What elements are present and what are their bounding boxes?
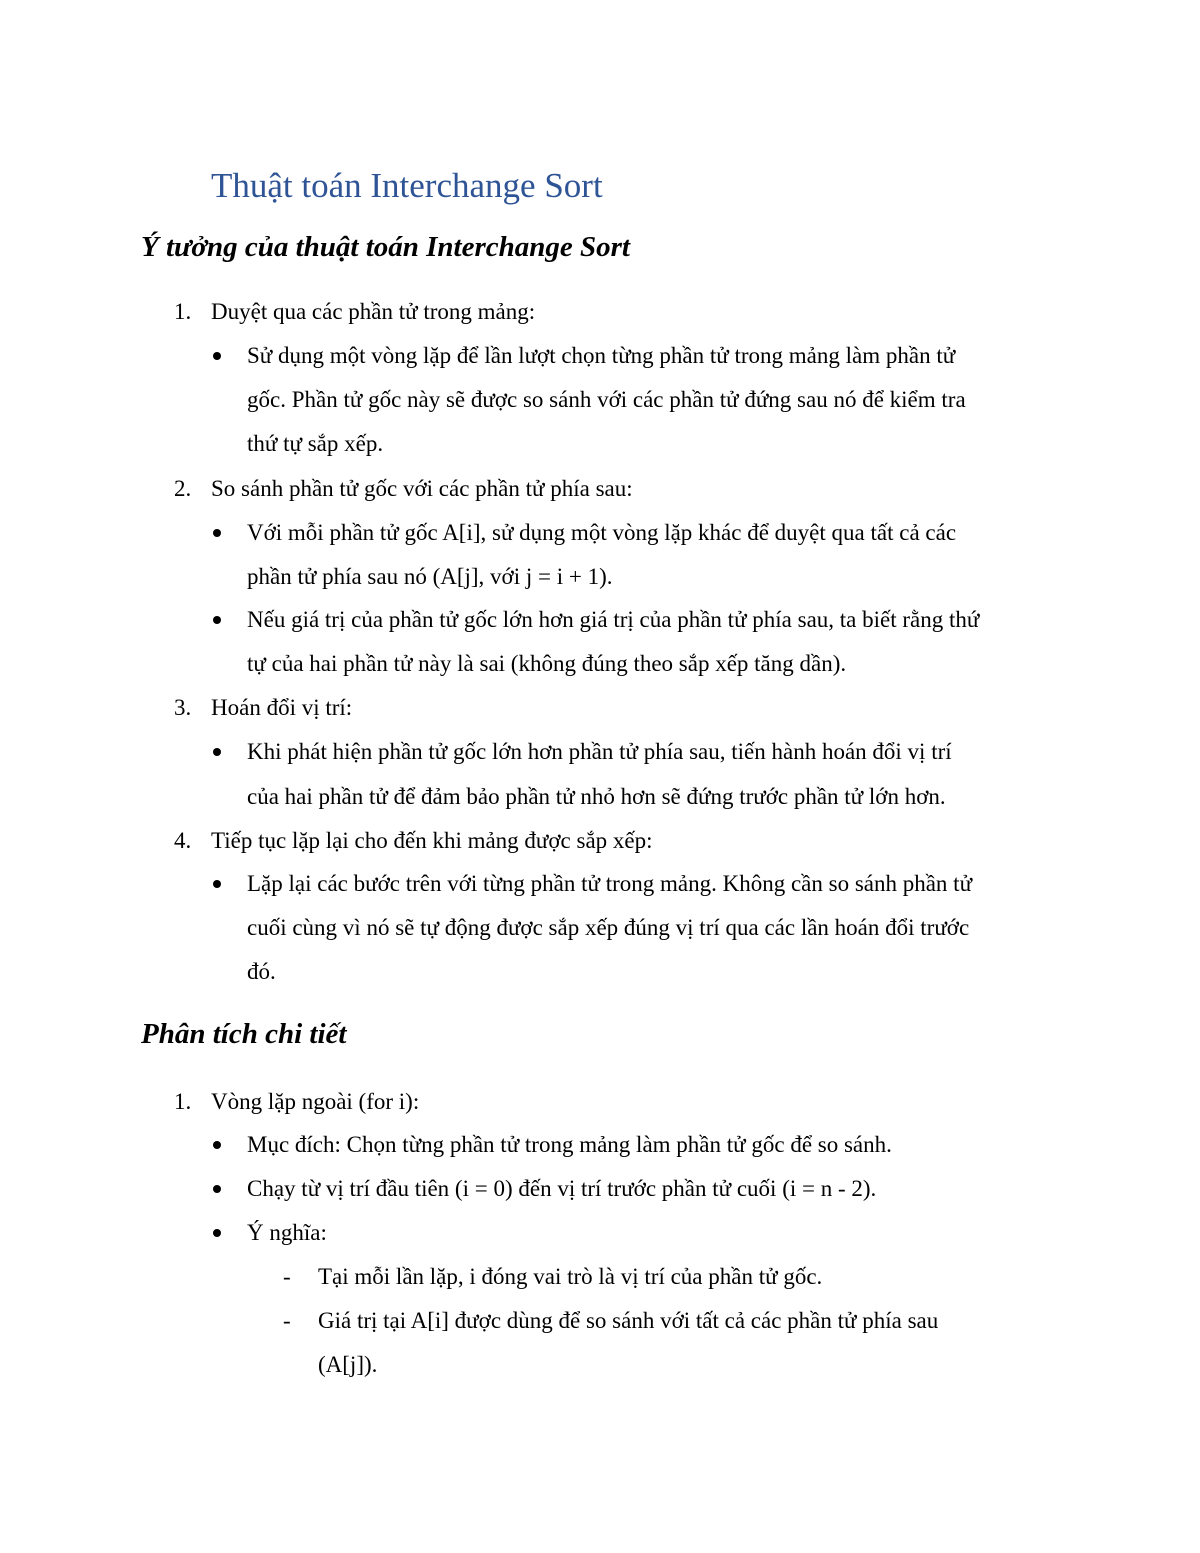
list-item-text: So sánh phần tử gốc với các phần tử phía sau: [211, 476, 633, 501]
list-item-text: Vòng lặp ngoài (for i): [211, 1089, 420, 1114]
bullet-line: đó. [247, 959, 276, 984]
document-title: Thuật toán Interchange Sort [211, 166, 603, 205]
list-number: 3. [174, 695, 192, 720]
bullet-line: cuối cùng vì nó sẽ tự động được sắp xếp đúng vị trí qua các lần hoán đổi trước [247, 915, 970, 940]
section-heading-analysis: Phân tích chi tiết [141, 1018, 347, 1050]
bullet-line: Sử dụng một vòng lặp để lần lượt chọn từng phần tử trong mảng làm phần tử [247, 343, 956, 368]
bullet-line: tự của hai phần tử này là sai (không đúng theo sắp xếp tăng dần). [247, 651, 847, 676]
list-number: 2. [174, 476, 192, 501]
bullet-icon [213, 880, 221, 888]
bullet-line: gốc. Phần tử gốc này sẽ được so sánh với các phần tử đứng sau nó để kiểm tra [247, 387, 966, 412]
list-number: 1. [174, 1089, 192, 1114]
dash-marker: - [283, 1264, 291, 1289]
bullet-line: của hai phần tử để đảm bảo phần tử nhỏ hơn sẽ đứng trước phần tử lớn hơn. [247, 784, 946, 809]
list-item-text: Hoán đổi vị trí: [211, 695, 353, 720]
bullet-line: Khi phát hiện phần tử gốc lớn hơn phần tử phía sau, tiến hành hoán đổi vị trí [247, 739, 952, 764]
bullet-line: Mục đích: Chọn từng phần tử trong mảng làm phần tử gốc để so sánh. [247, 1132, 892, 1157]
bullet-icon [213, 529, 221, 537]
bullet-line: phần tử phía sau nó (A[j], với j = i + 1). [247, 564, 613, 589]
section-heading-idea: Ý tưởng của thuật toán Interchange Sort [141, 231, 630, 263]
bullet-line: Lặp lại các bước trên với từng phần tử trong mảng. Không cần so sánh phần tử [247, 871, 973, 896]
bullet-line: Với mỗi phần tử gốc A[i], sử dụng một vòng lặp khác để duyệt qua tất cả các [247, 520, 957, 545]
list-item-text: Tiếp tục lặp lại cho đến khi mảng được sắp xếp: [211, 828, 653, 853]
bullet-line: Ý nghĩa: [247, 1220, 327, 1245]
bullet-icon [213, 1185, 221, 1193]
bullet-line: Chạy từ vị trí đầu tiên (i = 0) đến vị trí trước phần tử cuối (i = n - 2). [247, 1176, 877, 1201]
list-item-text: Duyệt qua các phần tử trong mảng: [211, 299, 536, 324]
list-number: 4. [174, 828, 192, 853]
bullet-line: thứ tự sắp xếp. [247, 431, 384, 456]
dash-item-line: (A[j]). [318, 1352, 378, 1377]
list-number: 1. [174, 299, 192, 324]
dash-item-line: Giá trị tại A[i] được dùng để so sánh với tất cả các phần tử phía sau [318, 1308, 939, 1333]
bullet-icon [213, 616, 221, 624]
bullet-icon [213, 1229, 221, 1237]
dash-item-line: Tại mỗi lần lặp, i đóng vai trò là vị trí của phần tử gốc. [318, 1264, 823, 1289]
bullet-line: Nếu giá trị của phần tử gốc lớn hơn giá trị của phần tử phía sau, ta biết rằng thứ [247, 607, 980, 632]
bullet-icon [213, 352, 221, 360]
dash-marker: - [283, 1308, 291, 1333]
bullet-icon [213, 1141, 221, 1149]
bullet-icon [213, 748, 221, 756]
